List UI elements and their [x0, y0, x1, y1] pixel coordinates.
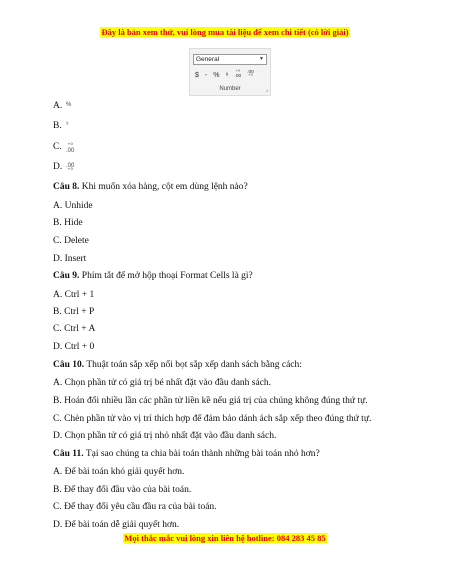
question-stem: [53, 449, 320, 459]
answer-option: A. Chọn phần tử có giá trị bé nhất đặt vào đầu danh sách.: [53, 378, 272, 388]
preview-banner-text: Đây là bản xem thử, vui lòng mua tài liệu để xem chi tiết (có lời giải): [101, 27, 349, 37]
answer-option: B. Để thay đổi đầu vào của bài toán.: [53, 485, 192, 495]
comma-style-button[interactable]: ⁹: [225, 71, 229, 79]
answer-option: A. Để bài toán khó giải quyết hơn.: [53, 467, 185, 477]
icon-option: C.: [53, 142, 62, 152]
answer-option: D. Insert: [53, 254, 87, 264]
answer-option: D. Để bài toán dễ giải quyết hơn.: [53, 520, 180, 530]
question-stem: [53, 182, 248, 192]
question-text: Tại sao chúng ta chia bài toán thành những bài toán nhỏ hơn?: [83, 449, 320, 459]
number-format-ribbon: [189, 48, 271, 96]
decrease-decimal-button[interactable]: .00 ⁺⁰: [247, 70, 254, 79]
contact-banner: [0, 533, 450, 543]
icon-option: D.: [53, 162, 63, 172]
answer-option: C. Chèn phần tử vào vị trí thích hợp để đảm bảo dánh ách sắp xếp theo đúng thứ tự.: [53, 414, 372, 424]
answer-option: C. Để thay đổi yêu cầu đầu ra của bài toán.: [53, 502, 217, 512]
answer-option: D. Ctrl + 0: [53, 342, 95, 352]
question-text: Phím tắt để mở hộp thoại Format Cells là gì?: [79, 271, 253, 281]
answer-option: B. Hoán đổi nhiều lần các phần tử liền kề nếu giá trị của chúng không đúng thứ tự.: [53, 396, 368, 406]
question-stem: [53, 360, 302, 370]
question-number: Câu 8.: [53, 182, 80, 192]
answer-option: A. Ctrl + 1: [53, 290, 95, 300]
chevron-down-icon[interactable]: ▼: [259, 56, 264, 62]
currency-format-icon[interactable]: $: [195, 71, 199, 79]
answer-option: A. Unhide: [53, 201, 93, 211]
question-text: Khi muốn xóa hàng, cột em dùng lệnh nào?: [79, 182, 248, 192]
number-format-value: General: [196, 56, 220, 63]
answer-option: B. Ctrl + P: [53, 307, 95, 317]
answer-option: C. Delete: [53, 236, 89, 246]
icon-option: A.: [53, 101, 63, 111]
preview-banner: [0, 27, 450, 37]
dash-separator: -: [204, 71, 208, 79]
comma-style-icon: ⁹: [66, 122, 69, 128]
decrease-decimal-icon: .00 ⁺⁰: [66, 163, 75, 174]
percent-style-button[interactable]: %: [213, 71, 220, 79]
icon-option: B.: [53, 121, 62, 131]
number-group-label: Number: [219, 86, 241, 92]
percent-style-icon: %: [66, 102, 72, 108]
contact-banner-text: Mọi thắc mắc vui lòng xin liên hệ hotline: 084 283 45 85: [124, 533, 326, 543]
question-number: Câu 9.: [53, 271, 80, 281]
number-format-dropdown[interactable]: [193, 54, 267, 65]
question-number: Câu 10.: [53, 360, 85, 370]
increase-decimal-button[interactable]: ⁺⁰ .00: [234, 70, 242, 79]
dialog-launcher-icon[interactable]: ⌟: [265, 87, 268, 93]
question-text: Thuật toán sắp xếp nổi bọt sắp xếp danh sách bằng cách:: [84, 360, 302, 370]
number-format-tools: [195, 70, 254, 80]
answer-option: C. Ctrl + A: [53, 324, 96, 334]
question-number: Câu 11.: [53, 449, 84, 459]
question-stem: [53, 271, 253, 281]
answer-option: D. Chọn phần tử có giá trị nhỏ nhất đặt vào đầu danh sách.: [53, 431, 277, 441]
increase-decimal-icon: ⁺⁰ .00: [66, 143, 75, 154]
answer-option: B. Hide: [53, 218, 83, 228]
